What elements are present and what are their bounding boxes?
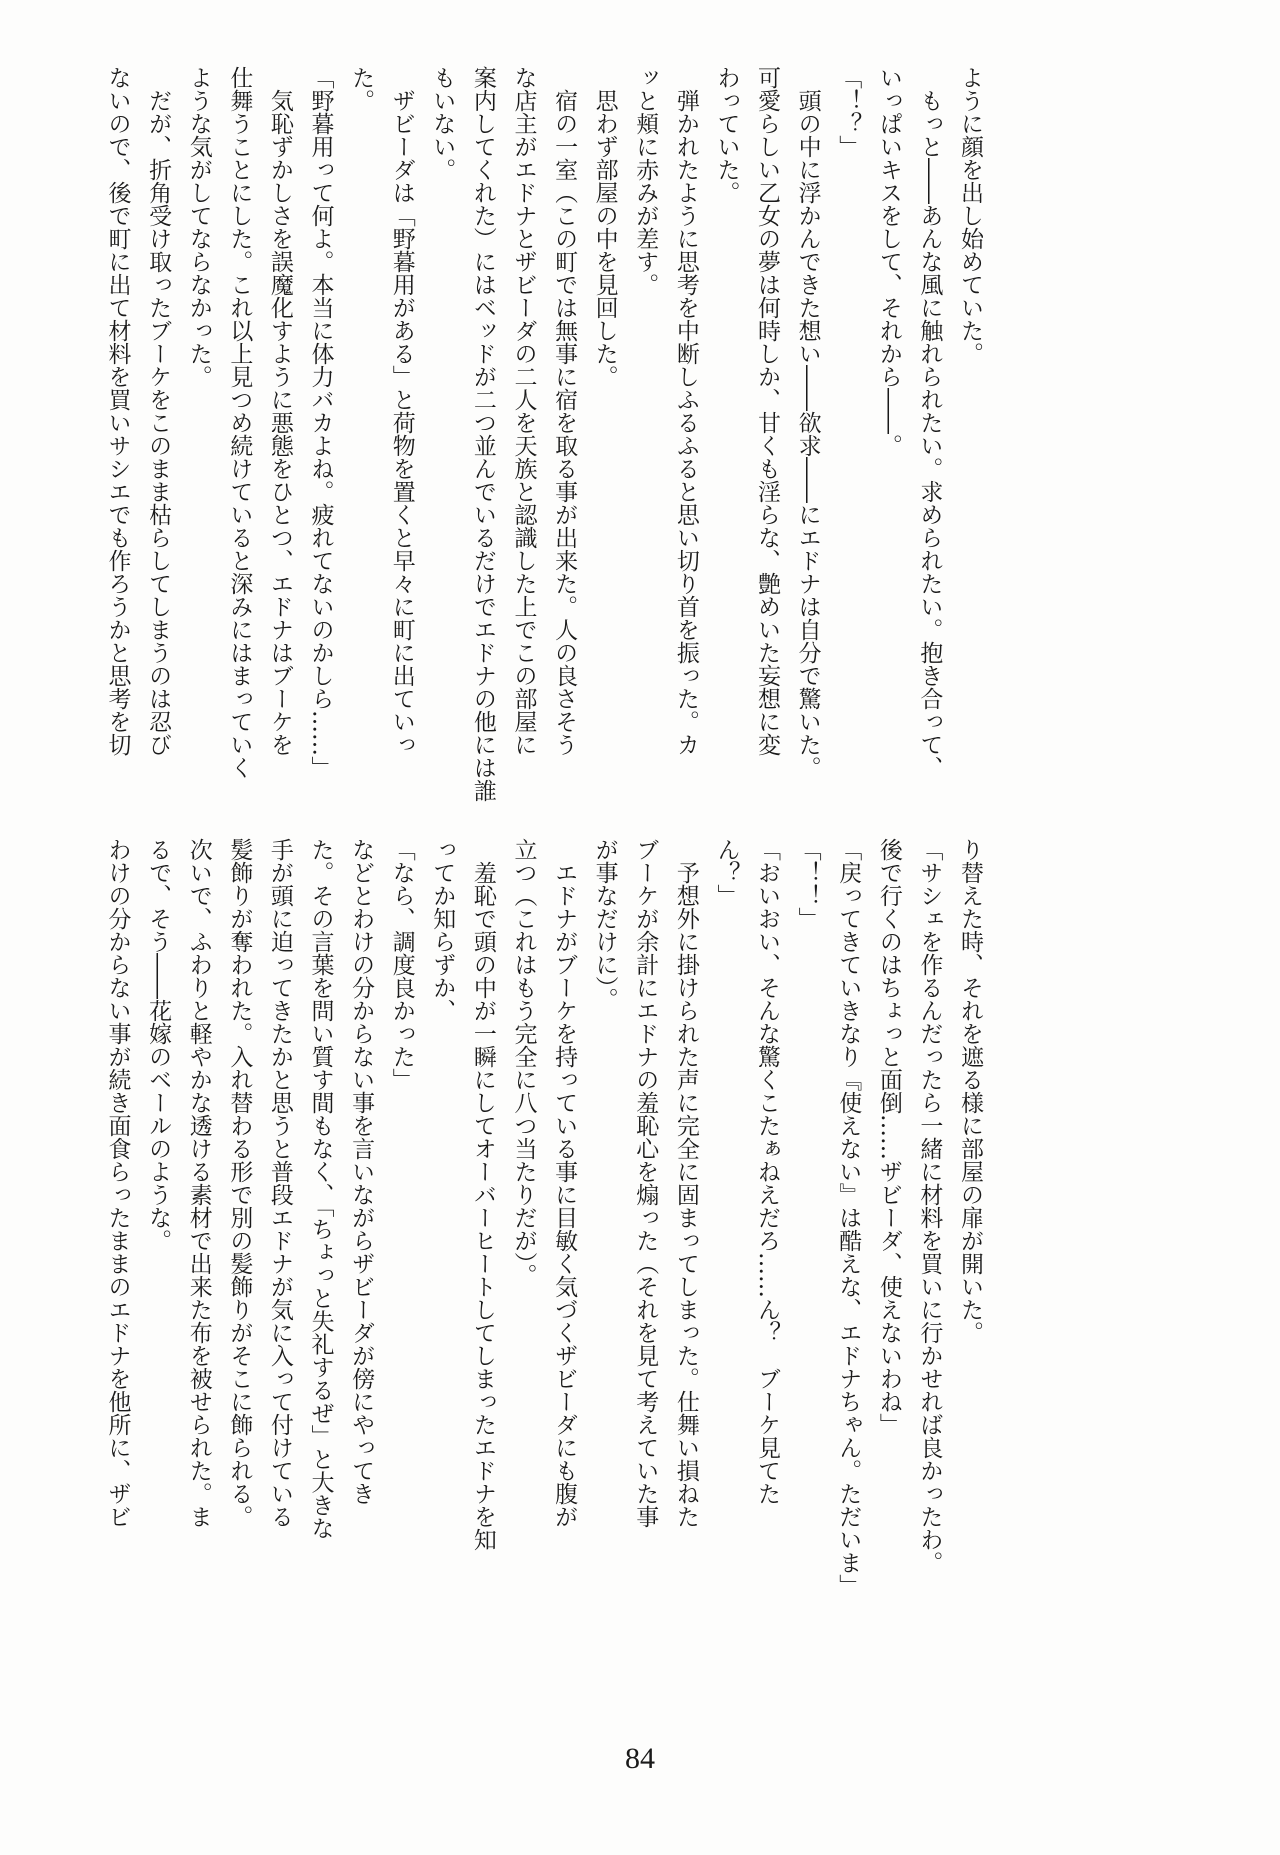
text-column: 髪飾りが奪われた。入れ替わる形で別の髪飾りがそこに飾られる。 (226, 838, 253, 1528)
text-column: るで、そう――花嫁のベールのような。 (145, 838, 172, 1252)
text-column: 気恥ずかしさを誤魔化すように悪態をひとつ、エドナはブーケを (266, 66, 293, 756)
text-column: ッと頬に赤みが差す。 (632, 66, 659, 296)
upper-text-block (97, 66, 990, 828)
text-column: ザビーダは「野暮用がある」と荷物を置くと早々に町に出ていっ (388, 66, 415, 756)
text-column: 案内してくれた）にはベッドが二つ並んでいるだけでエドナの他には誰 (469, 66, 496, 802)
text-column: り替えた時、それを遮る様に部屋の扉が開いた。 (957, 838, 983, 1344)
text-column: などとわけの分からない事を言いながらザビーダが傍にやってき (348, 838, 375, 1505)
text-column: 可愛らしい乙女の夢は何時しか、甘くも淫らな、艶めいた妄想に変 (754, 66, 781, 756)
text-column: 思わず部屋の中を見回した。 (591, 66, 618, 388)
text-column: 頭の中に浮かんできた想い――欲求――にエドナは自分で驚いた。 (794, 66, 821, 779)
text-column: 弾かれたように思考を中断しふるふると思い切り首を振った。カ (672, 66, 699, 756)
text-column: 次いで、ふわりと軽やかな透ける素材で出来た布を被せられた。ま (185, 838, 212, 1528)
text-column: エドナがブーケを持っている事に目敏く気づくザビーダにも腹が (551, 838, 578, 1528)
text-column: ような気がしてならなかった。 (185, 66, 212, 388)
text-column: が事なだけに）。 (591, 838, 618, 1011)
text-column: ん？」 (713, 838, 740, 907)
text-column: ないので、後で町に出て材料を買いサシエでも作ろうかと思考を切 (104, 66, 131, 756)
page-number: 84 (625, 1742, 655, 1775)
text-column: 「！？」 (835, 66, 862, 158)
text-column: だが、折角受け取ったブーケをこのまま枯らしてしまうのは忍び (145, 66, 172, 756)
text-column: ってか知らずか、 (429, 838, 456, 1022)
text-column: もっと――あんな風に触れられたい。求められたい。抱き合って、 (916, 66, 943, 779)
text-column: 「戻ってきていきなり『使えない』は酷えな、エドナちゃん。ただいま」 (835, 838, 862, 1597)
text-column: 「おいおい、そんな驚くこたぁねえだろ……ん？ ブーケ見てた (754, 838, 781, 1505)
text-column: 「サシェを作るんだったら一緒に材料を買いに行かせれば良かったわ。 (916, 838, 943, 1574)
lower-text-block (97, 838, 990, 1600)
text-column: 予想外に掛けられた声に完全に固まってしまった。仕舞い損ねた (672, 838, 699, 1528)
text-column: 手が頭に迫ってきたかと思うと普段エドナが気に入って付けている (266, 838, 293, 1528)
text-column: た。その言葉を問い質す間もなく、「ちょっと失礼するぜ」と大きな (307, 838, 334, 1540)
text-column: ブーケが余計にエドナの羞恥心を煽った（それを見て考えていた事 (632, 838, 659, 1528)
text-column: 「なら、調度良かった」 (388, 838, 415, 1091)
text-column: いっぱいキスをして、それから――。 (875, 66, 902, 457)
text-column: 仕舞うことにした。これ以上見つめ続けていると深みにはまっていく (226, 66, 253, 779)
text-column: わっていた。 (713, 66, 740, 204)
text-column: 羞恥で頭の中が一瞬にしてオーバーヒートしてしまったエドナを知 (469, 838, 496, 1551)
text-column: ように顔を出し始めていた。 (957, 66, 983, 365)
text-column: 「野暮用って何よ。本当に体力バカよね。疲れてないのかしら……」 (307, 66, 334, 779)
text-column: 立つ（これはもう完全に八つ当たりだが）。 (510, 838, 537, 1287)
text-column: わけの分からない事が続き面食らったままのエドナを他所に、ザビ (104, 838, 131, 1528)
text-column: た。 (348, 66, 375, 112)
text-column: な店主がエドナとザビーダの二人を天族と認識した上でこの部屋に (510, 66, 537, 756)
text-column: 後で行くのはちょっと面倒……ザビーダ、使えないわね」 (875, 838, 902, 1436)
text-column: 「！！」 (794, 838, 821, 930)
text-column: もいない。 (429, 66, 456, 181)
text-column: 宿の一室（この町では無事に宿を取る事が出来た。人の良さそう (551, 66, 578, 756)
